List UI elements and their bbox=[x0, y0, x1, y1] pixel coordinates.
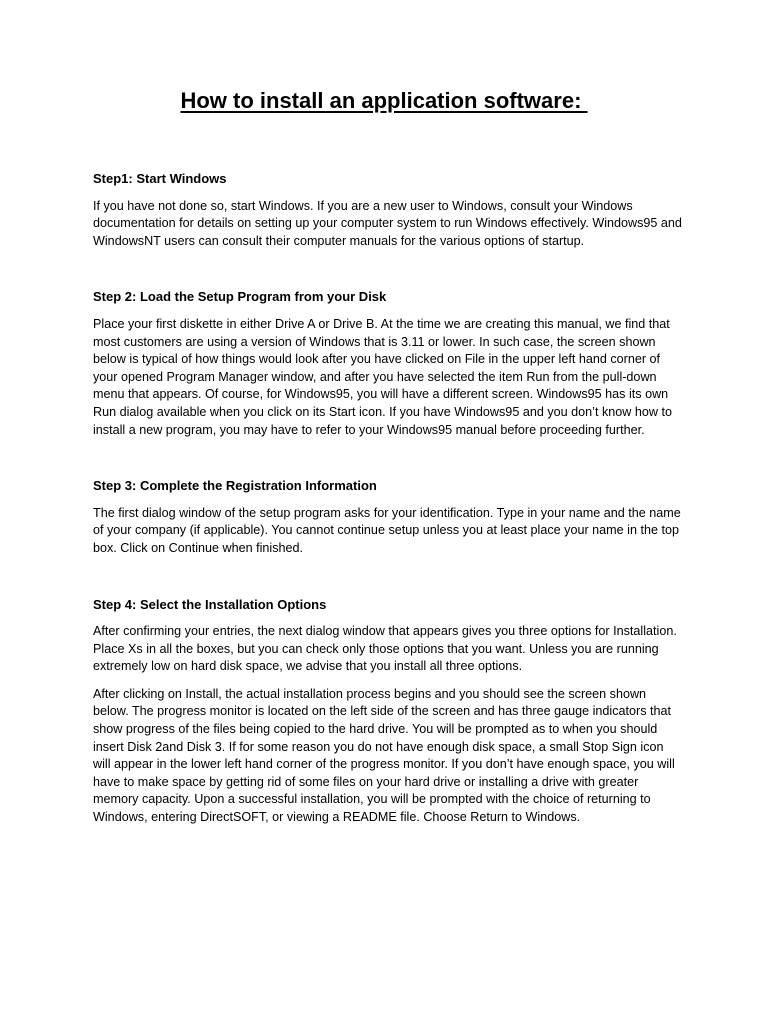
section-spacer bbox=[93, 568, 683, 596]
step-2-heading: Step 2: Load the Setup Program from your Disk bbox=[93, 289, 387, 305]
step-1-paragraph-1: If you have not done so, start Windows. If you are a new user to Windows, consult your Windows documentation for details on setting up your computer system to run Windows effectively. Windows95 and WindowsNT users can consult their computer manuals for the various options of startup. bbox=[93, 198, 682, 248]
step-2-paragraph-1: Place your first diskette in either Drive A or Drive B. At the time we are creating this manual, we find that most customers are using a version of Windows that is 3.11 or lower. In such case, the screen shown below is typical of how things would look after you have clicked on File in the upper left hand corner of your opened Program Manager window, and after you have selected the item Run from the pull-down menu that appears. Of course, for Windows95, you will have a different screen. Windows95 has its own Run dialog available when you click on its Start icon. If you have Windows95 and you don’t know how to install a new program, you may have to refer to your Windows95 manual before proceeding further. bbox=[93, 316, 672, 437]
section-step-3 bbox=[93, 477, 683, 557]
step-1-heading: Step1: Start Windows bbox=[93, 171, 227, 186]
section-spacer bbox=[93, 260, 683, 288]
document-body bbox=[93, 170, 683, 837]
step-3-paragraph-1: The first dialog window of the setup program asks for your identification. Type in your name and the name of your company (if applicable). You cannot continue setup unless you at least place your name in the top box. Click on Continue when finished. bbox=[93, 505, 681, 555]
section-step-1 bbox=[93, 170, 683, 250]
step-4-paragraph-1: After confirming your entries, the next dialog window that appears gives you three options for Installation. Place Xs in all the boxes, but you can check only those options that you want. Unless you are running extremely low on hard disk space, we advise that you install all three options. bbox=[93, 624, 677, 674]
document-title bbox=[0, 88, 768, 114]
step-3-heading: Step 3: Complete the Registration Information bbox=[93, 478, 377, 494]
section-step-2 bbox=[93, 288, 683, 439]
step-4-heading: Step 4: Select the Installation Options bbox=[93, 596, 327, 612]
section-spacer bbox=[93, 449, 683, 477]
section-step-4 bbox=[93, 596, 683, 827]
step-4-paragraph-2: After clicking on Install, the actual installation process begins and you should see the screen shown below. The progress monitor is located on the left side of the screen and has three gauge indicators that show progress of the files being copied to the hard drive. You will be prompted as to when you should insert Disk 2and Disk 3. If for some reason you do not have enough disk space, a small Stop Sign icon will appear in the lower left hand corner of the progress monitor. If you don’t have enough space, you will have to make space by getting rid of some files on your hard drive or installing a drive with greater memory capacity. Upon a successful installation, you will be prompted with the choice of returning to Windows, entering DirectSOFT, or viewing a README file. Choose Return to Windows. bbox=[93, 686, 675, 825]
document-title-text: How to install an application software: bbox=[180, 88, 588, 113]
